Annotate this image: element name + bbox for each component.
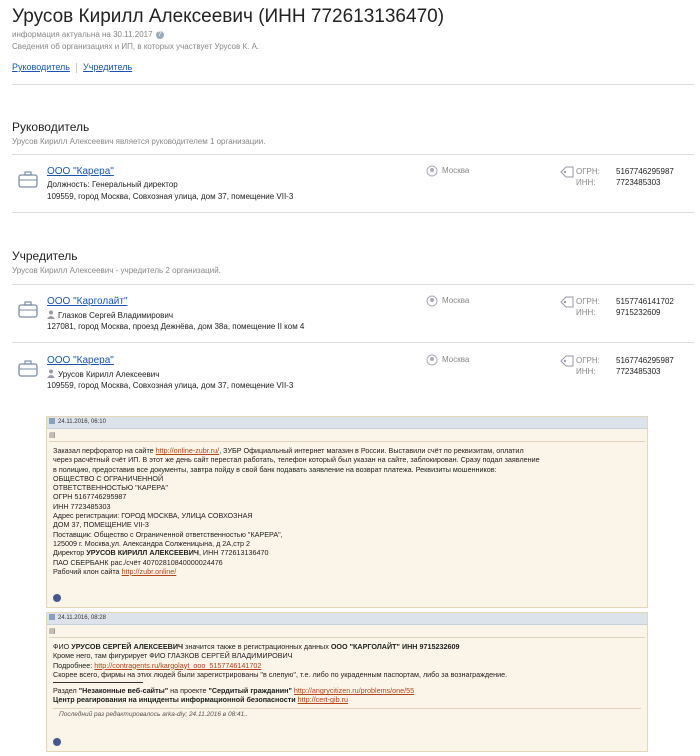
post-line <box>53 455 641 464</box>
post-text: Скорее всего, фирмы на этих людей были зарегистрированы "в слепую", т.е. либо по украденным паспортам, либо за вознаграждение. <box>53 669 508 679</box>
post-bold-text: "Незаконные веб-сайты" <box>78 686 169 696</box>
post-line <box>53 465 641 474</box>
post-date: 24.11.2016, 06:10 <box>58 419 106 425</box>
post-text: Адрес регистрации: ГОРОД МОСКВА, УЛИЦА СОВХОЗНАЯ <box>53 511 253 521</box>
post-line <box>53 474 641 483</box>
org-city-text: Москва <box>442 355 470 364</box>
org-person <box>47 310 173 320</box>
inn-label: ИНН: <box>576 367 596 376</box>
post-line <box>53 567 641 576</box>
post-line <box>53 558 641 567</box>
org-city <box>426 166 469 175</box>
post-text: Раздел <box>53 686 79 696</box>
post-line <box>53 695 641 704</box>
post-line <box>53 642 641 651</box>
briefcase-icon <box>18 359 38 377</box>
post-line <box>53 483 641 492</box>
post-line <box>53 511 641 520</box>
post-line <box>53 492 641 501</box>
post-text: через расчётный счёт ИП. В этот же день сайт перестал работать, телефон который был указан на сайте, заблокирован. Сразу подал заявление <box>53 455 540 465</box>
ogrn-label: ОГРН: <box>576 356 600 365</box>
inn-label: ИНН: <box>576 308 596 317</box>
org-person <box>47 369 159 379</box>
org-city <box>426 296 469 305</box>
person-icon <box>47 310 55 319</box>
page-title: Урусов Кирилл Алексеевич (ИНН 772613136470) <box>12 6 445 27</box>
briefcase-icon <box>18 170 38 188</box>
ogrn-label: ОГРН: <box>576 297 600 306</box>
inn-label: ИНН: <box>576 178 596 187</box>
post-doc-bar <box>49 627 645 638</box>
post-bold-text: ООО "КАРГОЛАЙТ" ИНН 9715232609 <box>330 642 460 651</box>
post-text: Заказал перфоратор на сайте <box>53 446 156 455</box>
divider <box>12 342 694 343</box>
inn-value: 9715232609 <box>616 308 661 317</box>
post-link[interactable]: http://zubr.online/ <box>121 566 177 576</box>
org-name-link[interactable]: ООО "Карера" <box>47 355 114 366</box>
divider <box>12 212 694 213</box>
tab-founder[interactable]: Учредитель <box>82 62 133 72</box>
post-doc-bar <box>49 431 645 442</box>
post-reply-icon[interactable] <box>53 738 61 746</box>
org-card <box>12 355 694 401</box>
post-text: Подробнее: <box>53 660 95 670</box>
org-city <box>426 355 469 364</box>
org-name-link[interactable]: ООО "Карголайт" <box>47 296 128 307</box>
post-text: ОТВЕТСТВЕННОСТЬЮ "КАРЕРА" <box>53 483 168 493</box>
document-icon: ▤ <box>49 432 56 439</box>
post-text: ИНН 7723485303 <box>53 501 111 511</box>
post-icon <box>49 418 55 424</box>
post-link[interactable]: http://cert-gib.ru <box>297 695 348 705</box>
org-req-values <box>616 296 674 318</box>
page-subtitle: Сведения об организациях и ИП, в которых участвует Урусов К. А. <box>12 42 260 51</box>
actuality-date-text: информация актуальна на 30.11.2017 <box>12 30 153 39</box>
org-req-labels <box>576 296 600 318</box>
question-circle-icon[interactable]: ? <box>156 31 164 39</box>
post-text: ДОМ 37, ПОМЕЩЕНИЕ VII-3 <box>53 520 149 530</box>
post-text: 125009 г. Москва,ул. Александра Солженицына, д 2А,стр 2 <box>53 538 250 548</box>
org-req-values <box>616 355 674 377</box>
post-bold-text: УРУСОВ КИРИЛЛ АЛЕКСЕЕВИЧ <box>86 548 199 558</box>
post-text: значится также в регистрационных данных <box>183 642 331 651</box>
requisites-icon <box>560 296 574 308</box>
inn-value: 7723485303 <box>616 178 661 187</box>
post-text: ОБЩЕСТВО С ОГРАНИЧЕННОЙ <box>53 473 164 483</box>
ogrn-value: 5167746295987 <box>616 167 674 176</box>
post-header <box>47 613 647 625</box>
org-req-labels <box>576 166 600 188</box>
tab-head[interactable]: Руководитель <box>12 62 70 72</box>
post-line <box>53 548 641 557</box>
post-line <box>53 686 641 695</box>
post-text: , ИНН 772613136470 <box>198 548 269 558</box>
divider <box>12 84 694 85</box>
section-title-head: Руководитель <box>12 120 90 134</box>
post-edit-note: Последний раз редактировалось arka-diy; 24.11.2016 в 08:41.. <box>53 708 641 718</box>
post-date: 24.11.2016, 08:28 <box>58 615 106 621</box>
post-line <box>53 670 641 679</box>
post-header <box>47 417 647 429</box>
section-title-founder: Учредитель <box>12 249 78 263</box>
post-line <box>53 530 641 539</box>
org-req-values <box>616 166 674 188</box>
document-icon: ▤ <box>49 628 56 635</box>
org-city-text: Москва <box>442 166 470 175</box>
actuality-date <box>12 30 164 39</box>
org-person-name: Глазков Сергей Владимирович <box>58 311 173 320</box>
post-body <box>47 638 647 705</box>
org-name-link[interactable]: ООО "Карера" <box>47 166 114 177</box>
post-line <box>53 446 641 455</box>
org-position: Должность: Генеральный директор <box>47 180 178 189</box>
signature-divider <box>53 682 143 683</box>
post-text: ПАО СБЕРБАНК рас./счёт 40702810840000024476 <box>53 557 223 567</box>
post-line <box>53 651 641 660</box>
section-tabs <box>12 62 132 73</box>
post-text: Директор <box>53 548 87 558</box>
tab-separator <box>76 63 77 73</box>
requisites-icon <box>560 166 574 178</box>
org-card <box>12 166 694 212</box>
inn-value: 7723485303 <box>616 367 661 376</box>
org-address: 109559, город Москва, Совхозная улица, дом 37, помещение VII-3 <box>47 192 294 201</box>
post-text: Поставщик: Общество с Ограниченной ответственностью "КАРЕРА", <box>53 529 283 539</box>
post-text: в полицию, предоставив все документы, завтра пойду в свой банк подавать заявление на возврат платежа. Реквизиты мошенников: <box>53 464 497 474</box>
post-text: ОГРН 5167746295987 <box>53 492 127 502</box>
post-link[interactable]: http://angrycitizen.ru/problems/one/55 <box>293 686 415 696</box>
ogrn-value: 5157746141702 <box>616 297 674 306</box>
post-text: , ЗУБР Официальный интернет магазин в России. Выставили счёт по реквизитам, оплатил <box>219 446 524 455</box>
post-text: на проекте <box>168 686 209 696</box>
post-text: Рабочий клон сайта <box>53 566 122 576</box>
ogrn-value: 5167746295987 <box>616 356 674 365</box>
post-link[interactable]: http://contragents.ru/kargolayt_ooo_5157746141702 <box>94 660 262 670</box>
post-text: ФИО <box>53 642 72 651</box>
section-subtitle-founder: Урусов Кирилл Алексеевич - учредитель 2 организаций. <box>12 266 221 275</box>
divider <box>12 284 694 285</box>
post-reply-icon[interactable] <box>53 594 61 602</box>
forum-post <box>46 416 648 608</box>
post-link[interactable]: http://online-zubr.ru/ <box>155 446 220 455</box>
post-line <box>53 661 641 670</box>
person-icon <box>47 369 55 378</box>
post-line <box>53 539 641 548</box>
post-line <box>53 502 641 511</box>
divider <box>12 154 694 155</box>
post-bold-text: УРУСОВ СЕРГЕЙ АЛЕКСЕЕВИЧ <box>71 642 184 651</box>
org-city-text: Москва <box>442 296 470 305</box>
org-address: 109559, город Москва, Совхозная улица, дом 37, помещение VII-3 <box>47 381 294 390</box>
org-req-labels <box>576 355 600 377</box>
org-address: 127081, город Москва, проезд Дежнёва, дом 38а, помещение II ком 4 <box>47 322 305 331</box>
org-card <box>12 296 694 342</box>
forum-post <box>46 612 648 752</box>
post-bold-text: Центр реагирования на инциденты информационной безопасности <box>53 695 296 705</box>
section-subtitle-head: Урусов Кирилл Алексеевич является руководителем 1 организации. <box>12 137 266 146</box>
ogrn-label: ОГРН: <box>576 167 600 176</box>
briefcase-icon <box>18 300 38 318</box>
post-icon <box>49 614 55 620</box>
post-text: Кроме него, там фигурирует ФИО ГЛАЗКОВ СЕРГЕЙ ВЛАДИМИРОВИЧ <box>53 651 293 661</box>
post-bold-text: "Сердитый гражданин" <box>208 686 292 696</box>
requisites-icon <box>560 355 574 367</box>
post-line <box>53 520 641 529</box>
org-person-name: Урусов Кирилл Алексеевич <box>58 370 160 379</box>
post-body <box>47 442 647 576</box>
